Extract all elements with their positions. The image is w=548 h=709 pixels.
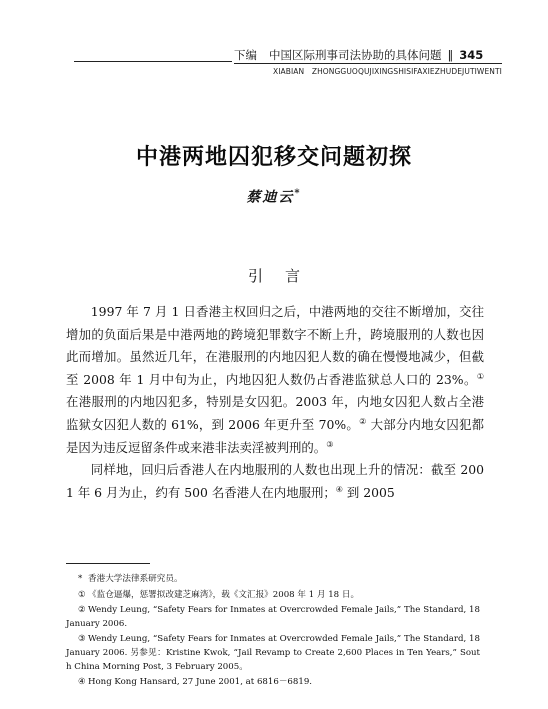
paragraph-text: 同样地，回归后香港人在内地服刑的人数也出现上升的情况：截至 2001 年 6 月为止，约有 500 名香港人在内地服刑； [66, 462, 484, 500]
footnote-ref[interactable]: ④ [335, 484, 343, 494]
header-rule-main [234, 63, 502, 64]
footnote [66, 573, 480, 587]
footnote-text: Wendy Leung, “Safety Fears for Inmates at Overcrowded Female Jails,” The Standard, 18 January 2006. [66, 605, 480, 629]
footnote-number: ② [78, 605, 86, 616]
footnote-text: 《监仓逼爆，惩署拟改建芝麻湾》，载《文汇报》2008 年 1 月 18 日。 [88, 589, 360, 600]
footnote-number: * [78, 574, 83, 584]
footnote-number: ④ [78, 677, 86, 688]
running-header [234, 48, 502, 62]
paragraph-text: 在港服刑的内地囚犯多，特别是女囚犯。2003 年，内地女囚犯人数占全港监狱女囚犯人数的 61%，到 2006 年更升至 70%。 [66, 394, 484, 432]
author-line [0, 185, 548, 207]
footnote-text: Wendy Leung, “Safety Fears for Inmates at Overcrowded Female Jails,” The Standard, 18 January 2006. 另参见：Kristine Kwok, “Jail Revamp to Create 2,600 Places in Ten Years,” South China Morning Post, 3 February 2005。 [66, 634, 480, 672]
footnote-text: 香港大学法律系研究员。 [88, 574, 183, 584]
paragraph-text: 到 2005 [342, 484, 395, 500]
footnote-ref[interactable]: ② [359, 416, 367, 426]
paragraph-text: 1997 年 7 月 1 日香港主权回归之后，中港两地的交往不断增加，交往增加的负面后果是中港两地的跨境犯罪数字不断上升，跨境服刑的人数也因此而增加。虽然近几年，在港服刑的内地囚犯人数的确在慢慢地减少，但截至 2008 年 1 月中旬为止，内地囚犯人数仍占香港监狱总人口的 23%。 [66, 304, 484, 387]
article-title: 中港两地囚犯移交问题初探 [135, 145, 412, 170]
footnote [66, 676, 480, 690]
footnote [66, 633, 480, 674]
paragraph-text: 大部分内地女囚犯都是因为违反逗留条件或来港非法卖淫被判刑的。 [66, 416, 484, 455]
footnotes [66, 573, 480, 692]
paragraph [66, 459, 484, 504]
footnote-number: ① [78, 589, 86, 600]
header-pinyin: XIABIAN ZHONGGUOQUJIXINGSHISIFAXIEZHUDEJUTIWENTI [272, 67, 502, 76]
footnote-ref[interactable]: ① [476, 371, 484, 381]
author-name: 蔡迪云 [246, 189, 295, 206]
body-text [66, 301, 484, 504]
header-chapter: 中国区际刑事司法协助的具体问题 [269, 48, 442, 62]
header-separator-bar: ‖ [447, 48, 454, 62]
footnote-number: ③ [78, 634, 86, 645]
author-footnote-mark: * [294, 188, 302, 199]
page-number: 345 [459, 48, 484, 62]
section-heading: 引言 [247, 267, 322, 285]
footnote-rule [66, 563, 150, 564]
footnote [66, 604, 480, 631]
header-section: 下编 [234, 48, 257, 62]
paragraph [66, 301, 484, 459]
footnote [66, 589, 480, 603]
header-rule-left [74, 61, 232, 62]
footnote-ref[interactable]: ③ [326, 439, 334, 449]
footnote-text: Hong Kong Hansard, 27 June 2001, at 6816－6819. [88, 677, 313, 688]
